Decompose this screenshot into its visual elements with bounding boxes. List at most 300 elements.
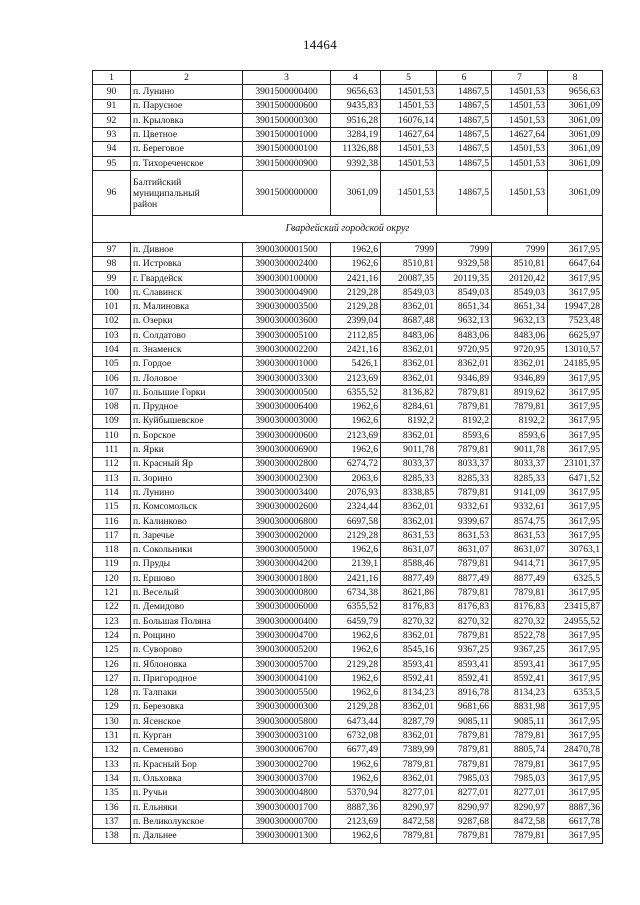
value-col8: 3617,95: [548, 500, 603, 514]
value-col8: 3617,95: [548, 786, 603, 800]
value-col5: 7879,81: [381, 829, 437, 843]
value-col6: 9332,61: [437, 500, 492, 514]
column-header: 3: [243, 71, 331, 85]
value-col6: 8176,83: [437, 600, 492, 614]
settlement-name-text: Балтийский муниципальный район: [133, 176, 200, 210]
value-col7: 8631,07: [492, 543, 548, 557]
value-col5: 20087,35: [381, 271, 437, 285]
settlement-name: п. Солдатово: [131, 328, 243, 342]
column-header: 4: [331, 71, 381, 85]
table-row: [93, 671, 603, 685]
value-col5: 8134,23: [381, 686, 437, 700]
value-col7: 9367,25: [492, 643, 548, 657]
section-row: [93, 216, 603, 243]
oktmo-code: 3900300000600: [243, 428, 331, 442]
value-col7: 8522,78: [492, 629, 548, 643]
value-col5: 9011,78: [381, 443, 437, 457]
value-col7: 14501,53: [492, 171, 548, 216]
settlement-name: п. Крыловка: [131, 113, 243, 127]
row-number: 104: [93, 343, 131, 357]
column-header: 5: [381, 71, 437, 85]
value-col7: 8134,23: [492, 686, 548, 700]
value-col6: 9329,58: [437, 257, 492, 271]
value-col4: 1962,6: [331, 414, 381, 428]
row-number: 108: [93, 400, 131, 414]
settlement-name: п. Тихореченское: [131, 156, 243, 170]
value-col6: 7999: [437, 243, 492, 257]
table-row: [93, 443, 603, 457]
oktmo-code: 3900300002300: [243, 471, 331, 485]
value-col8: 9656,63: [548, 85, 603, 99]
value-col8: 23101,37: [548, 457, 603, 471]
value-col7: 8176,83: [492, 600, 548, 614]
table-row: [93, 457, 603, 471]
value-col4: 5426,1: [331, 357, 381, 371]
value-col5: 8362,01: [381, 700, 437, 714]
row-number: 131: [93, 729, 131, 743]
value-col7: 8270,32: [492, 614, 548, 628]
oktmo-code: 3900300005200: [243, 643, 331, 657]
value-col7: 8877,49: [492, 571, 548, 585]
oktmo-code: 3900300005000: [243, 543, 331, 557]
value-col4: 2324,44: [331, 500, 381, 514]
value-col6: 8277,01: [437, 786, 492, 800]
settlement-name: п. Яблоновка: [131, 657, 243, 671]
value-col6: 7879,81: [437, 586, 492, 600]
value-col8: 3617,95: [548, 643, 603, 657]
value-col5: 8362,01: [381, 428, 437, 442]
value-col7: 14501,53: [492, 113, 548, 127]
settlement-name: п. Лоловое: [131, 371, 243, 385]
value-col4: 2129,28: [331, 657, 381, 671]
column-header: 2: [131, 71, 243, 85]
oktmo-code: 3901500000900: [243, 156, 331, 170]
value-col5: 8588,46: [381, 557, 437, 571]
settlement-name: п. Береговое: [131, 142, 243, 156]
value-col5: 8592,41: [381, 671, 437, 685]
value-col6: 9399,67: [437, 514, 492, 528]
row-number: 124: [93, 629, 131, 643]
value-col8: 24185,95: [548, 357, 603, 371]
value-col4: 2421,16: [331, 271, 381, 285]
value-col6: 9632,13: [437, 314, 492, 328]
table-row: [93, 500, 603, 514]
value-col8: 13010,57: [548, 343, 603, 357]
row-number: 109: [93, 414, 131, 428]
oktmo-code: 3900300006900: [243, 443, 331, 457]
value-col5: 7999: [381, 243, 437, 257]
value-col7: 7879,81: [492, 829, 548, 843]
value-col4: 2129,28: [331, 285, 381, 299]
value-col8: 6647,64: [548, 257, 603, 271]
value-col4: 1962,6: [331, 829, 381, 843]
value-col4: 2129,28: [331, 700, 381, 714]
settlement-name: п. Большая Поляна: [131, 614, 243, 628]
value-col4: 5370,94: [331, 786, 381, 800]
value-col4: 2123,69: [331, 371, 381, 385]
value-col8: 3617,95: [548, 671, 603, 685]
row-number: 93: [93, 128, 131, 142]
value-col4: 2123,69: [331, 428, 381, 442]
row-number: 96: [93, 171, 131, 216]
row-number: 97: [93, 243, 131, 257]
value-col8: 6471,52: [548, 471, 603, 485]
value-col5: 8687,48: [381, 314, 437, 328]
table-row: [93, 128, 603, 142]
value-col4: 2123,69: [331, 814, 381, 828]
table-header-row: [93, 71, 603, 85]
oktmo-code: 3900300003400: [243, 486, 331, 500]
value-col5: 8176,83: [381, 600, 437, 614]
settlement-name: п. Славинск: [131, 285, 243, 299]
value-col5: 8510,81: [381, 257, 437, 271]
row-number: 110: [93, 428, 131, 442]
value-col5: 8545,16: [381, 643, 437, 657]
value-col8: 28470,78: [548, 743, 603, 757]
table-row: [93, 314, 603, 328]
table-row: [93, 171, 603, 216]
table-row: [93, 271, 603, 285]
value-col8: 3061,09: [548, 99, 603, 113]
value-col8: 3617,95: [548, 557, 603, 571]
value-col4: 1962,6: [331, 257, 381, 271]
value-col7: 8277,01: [492, 786, 548, 800]
value-col4: 2421,16: [331, 343, 381, 357]
table-row: [93, 614, 603, 628]
value-col4: 1962,6: [331, 757, 381, 771]
value-col7: 9085,11: [492, 714, 548, 728]
value-col4: 9516,28: [331, 113, 381, 127]
settlement-name: п. Ершово: [131, 571, 243, 585]
table-row: [93, 757, 603, 771]
value-col7: 8285,33: [492, 471, 548, 485]
settlement-name: п. Веселый: [131, 586, 243, 600]
page-number: 14464: [303, 37, 337, 52]
oktmo-code: 3900300003000: [243, 414, 331, 428]
value-col8: 30763,1: [548, 543, 603, 557]
value-col7: 8192,2: [492, 414, 548, 428]
settlement-name: п. Рощино: [131, 629, 243, 643]
row-number: 123: [93, 614, 131, 628]
table-row: [93, 300, 603, 314]
oktmo-code: 3900300004200: [243, 557, 331, 571]
settlement-name: п. Демидово: [131, 600, 243, 614]
table-row: [93, 743, 603, 757]
value-col6: 7879,81: [437, 400, 492, 414]
row-number: 107: [93, 386, 131, 400]
value-col5: 8362,01: [381, 729, 437, 743]
value-col7: 9141,09: [492, 486, 548, 500]
value-col5: 8362,01: [381, 772, 437, 786]
table-row: [93, 700, 603, 714]
value-col6: 7879,81: [437, 629, 492, 643]
value-col5: 14501,53: [381, 99, 437, 113]
value-col5: 8362,01: [381, 300, 437, 314]
value-col6: 14867,5: [437, 156, 492, 170]
settlement-name: п. Борское: [131, 428, 243, 442]
oktmo-code: 3900300003700: [243, 772, 331, 786]
value-col4: 6473,44: [331, 714, 381, 728]
value-col4: 2399,04: [331, 314, 381, 328]
oktmo-code: 3900300005100: [243, 328, 331, 342]
value-col6: 8631,07: [437, 543, 492, 557]
row-number: 121: [93, 586, 131, 600]
value-col8: 6617,78: [548, 814, 603, 828]
oktmo-code: 3901500000000: [243, 171, 331, 216]
row-number: 115: [93, 500, 131, 514]
value-col7: 8805,74: [492, 743, 548, 757]
value-col4: 1962,6: [331, 243, 381, 257]
settlement-name: п. Парусное: [131, 99, 243, 113]
settlement-name: п. Курган: [131, 729, 243, 743]
row-number: 134: [93, 772, 131, 786]
value-col8: 3061,09: [548, 171, 603, 216]
value-col8: 3617,95: [548, 714, 603, 728]
value-col7: 8593,41: [492, 657, 548, 671]
value-col4: 2421,16: [331, 571, 381, 585]
value-col4: 2063,6: [331, 471, 381, 485]
row-number: 100: [93, 285, 131, 299]
settlement-name: п. Ольховка: [131, 772, 243, 786]
value-col4: 6732,08: [331, 729, 381, 743]
value-col5: 8483,06: [381, 328, 437, 342]
value-col4: 1962,6: [331, 543, 381, 557]
table-row: [93, 629, 603, 643]
row-number: 136: [93, 800, 131, 814]
oktmo-code: 3900300001500: [243, 243, 331, 257]
settlement-name: п. Пруды: [131, 557, 243, 571]
value-col5: 8290,97: [381, 800, 437, 814]
value-col6: 8270,32: [437, 614, 492, 628]
oktmo-code: 3900300003100: [243, 729, 331, 743]
value-col5: 8621,86: [381, 586, 437, 600]
value-col7: 7879,81: [492, 586, 548, 600]
settlement-name: п. Комсомольск: [131, 500, 243, 514]
row-number: 129: [93, 700, 131, 714]
settlement-name: п. Лунино: [131, 486, 243, 500]
value-col6: 8592,41: [437, 671, 492, 685]
value-col8: 3061,09: [548, 142, 603, 156]
value-col8: 3617,95: [548, 428, 603, 442]
oktmo-code: 3900300002000: [243, 529, 331, 543]
value-col7: 14501,53: [492, 85, 548, 99]
settlement-name: п. Озерки: [131, 314, 243, 328]
row-number: 105: [93, 357, 131, 371]
value-col8: 3617,95: [548, 700, 603, 714]
value-col5: 8284,61: [381, 400, 437, 414]
value-col6: 9085,11: [437, 714, 492, 728]
oktmo-code: 3900300004700: [243, 629, 331, 643]
value-col8: 24955,52: [548, 614, 603, 628]
settlement-name: п. Дивное: [131, 243, 243, 257]
oktmo-code: 3900300000700: [243, 814, 331, 828]
value-col8: 3617,95: [548, 586, 603, 600]
value-col5: 14501,53: [381, 142, 437, 156]
oktmo-code: 3900300002800: [243, 457, 331, 471]
oktmo-code: 3900300001000: [243, 357, 331, 371]
row-number: 120: [93, 571, 131, 585]
table-row: [93, 357, 603, 371]
row-number: 130: [93, 714, 131, 728]
value-col7: 8631,53: [492, 529, 548, 543]
value-col4: 6274,72: [331, 457, 381, 471]
value-col8: 6353,5: [548, 686, 603, 700]
settlement-name: п. Лунино: [131, 85, 243, 99]
table-row: [93, 829, 603, 843]
table-row: [93, 113, 603, 127]
value-col4: 6459,79: [331, 614, 381, 628]
value-col4: 2129,28: [331, 300, 381, 314]
value-col6: 20119,35: [437, 271, 492, 285]
value-col6: 8651,34: [437, 300, 492, 314]
value-col7: 8362,01: [492, 357, 548, 371]
table-row: [93, 428, 603, 442]
value-col8: 3617,95: [548, 772, 603, 786]
value-col4: 6355,52: [331, 386, 381, 400]
row-number: 138: [93, 829, 131, 843]
oktmo-code: 3900300006400: [243, 400, 331, 414]
value-col4: 6677,49: [331, 743, 381, 757]
value-col7: 14501,53: [492, 142, 548, 156]
value-col5: 8338,85: [381, 486, 437, 500]
row-number: 119: [93, 557, 131, 571]
value-col7: 8510,81: [492, 257, 548, 271]
value-col5: 8277,01: [381, 786, 437, 800]
settlement-name: п. Калинково: [131, 514, 243, 528]
value-col7: 8033,37: [492, 457, 548, 471]
row-number: 113: [93, 471, 131, 485]
oktmo-code: 3901500000100: [243, 142, 331, 156]
value-col5: 8631,53: [381, 529, 437, 543]
column-header: 8: [548, 71, 603, 85]
oktmo-code: 3900300004900: [243, 285, 331, 299]
value-col8: 3617,95: [548, 414, 603, 428]
value-col6: 7985,03: [437, 772, 492, 786]
value-col5: 8593,41: [381, 657, 437, 671]
value-col6: 7879,81: [437, 729, 492, 743]
value-col6: 7879,81: [437, 829, 492, 843]
value-col8: 3061,09: [548, 156, 603, 170]
value-col6: 8916,78: [437, 686, 492, 700]
table-row: [93, 142, 603, 156]
row-number: 125: [93, 643, 131, 657]
value-col7: 14501,53: [492, 156, 548, 170]
oktmo-code: 3900300001700: [243, 800, 331, 814]
value-col6: 8290,97: [437, 800, 492, 814]
row-number: 137: [93, 814, 131, 828]
oktmo-code: 3900300006700: [243, 743, 331, 757]
value-col5: 8192,2: [381, 414, 437, 428]
settlement-name: [131, 171, 243, 216]
row-number: 112: [93, 457, 131, 471]
value-col6: 7879,81: [437, 557, 492, 571]
value-col7: 7879,81: [492, 729, 548, 743]
value-col5: 8472,58: [381, 814, 437, 828]
settlement-name: п. Большие Горки: [131, 386, 243, 400]
value-col5: 14501,53: [381, 85, 437, 99]
settlement-name: п. Красный Бор: [131, 757, 243, 771]
value-col6: 14867,5: [437, 171, 492, 216]
table-row: [93, 814, 603, 828]
table-row: [93, 729, 603, 743]
value-col5: 8877,49: [381, 571, 437, 585]
value-col4: 3061,09: [331, 171, 381, 216]
oktmo-code: 3901500001000: [243, 128, 331, 142]
value-col6: 7879,81: [437, 386, 492, 400]
oktmo-code: 3900300004100: [243, 671, 331, 685]
value-col5: 8631,07: [381, 543, 437, 557]
value-col5: 8362,01: [381, 357, 437, 371]
value-col4: 6355,52: [331, 600, 381, 614]
value-col6: 14867,5: [437, 99, 492, 113]
row-number: 95: [93, 156, 131, 170]
table-row: [93, 328, 603, 342]
table-row: [93, 686, 603, 700]
settlement-name: п. Малиновка: [131, 300, 243, 314]
value-col5: 8549,03: [381, 285, 437, 299]
table-row: [93, 557, 603, 571]
value-col4: 8887,36: [331, 800, 381, 814]
oktmo-code: 3900300006000: [243, 600, 331, 614]
value-col6: 8877,49: [437, 571, 492, 585]
table-row: [93, 657, 603, 671]
settlement-name: п. Талпаки: [131, 686, 243, 700]
table-row: [93, 772, 603, 786]
row-number: 90: [93, 85, 131, 99]
value-col8: 3617,95: [548, 629, 603, 643]
value-col6: 9346,89: [437, 371, 492, 385]
row-number: 122: [93, 600, 131, 614]
value-col6: 8549,03: [437, 285, 492, 299]
value-col7: 8592,41: [492, 671, 548, 685]
table-row: [93, 371, 603, 385]
table-row: [93, 571, 603, 585]
value-col5: 8136,82: [381, 386, 437, 400]
table-row: [93, 471, 603, 485]
value-col6: 8285,33: [437, 471, 492, 485]
table-row: [93, 586, 603, 600]
value-col6: 8192,2: [437, 414, 492, 428]
value-col6: 8593,6: [437, 428, 492, 442]
settlement-name: п. Гордое: [131, 357, 243, 371]
column-header: 6: [437, 71, 492, 85]
value-col8: 3617,95: [548, 657, 603, 671]
value-col6: 8033,37: [437, 457, 492, 471]
value-col7: 8290,97: [492, 800, 548, 814]
oktmo-code: 3900300006800: [243, 514, 331, 528]
row-number: 133: [93, 757, 131, 771]
value-col7: 7879,81: [492, 757, 548, 771]
oktmo-code: 3900300000500: [243, 386, 331, 400]
value-col8: 3617,95: [548, 285, 603, 299]
value-col6: 14867,5: [437, 128, 492, 142]
value-col7: 14501,53: [492, 99, 548, 113]
table-row: [93, 414, 603, 428]
oktmo-code: 3900300005500: [243, 686, 331, 700]
table-row: [93, 400, 603, 414]
value-col6: 14867,5: [437, 113, 492, 127]
value-col7: 8593,6: [492, 428, 548, 442]
settlement-name: п. Знаменск: [131, 343, 243, 357]
row-number: 132: [93, 743, 131, 757]
value-col4: 11326,88: [331, 142, 381, 156]
value-col8: 3617,95: [548, 829, 603, 843]
value-col5: 8287,79: [381, 714, 437, 728]
value-col8: 3617,95: [548, 443, 603, 457]
table-row: [93, 800, 603, 814]
oktmo-code: 3900300002700: [243, 757, 331, 771]
value-col4: 1962,6: [331, 629, 381, 643]
